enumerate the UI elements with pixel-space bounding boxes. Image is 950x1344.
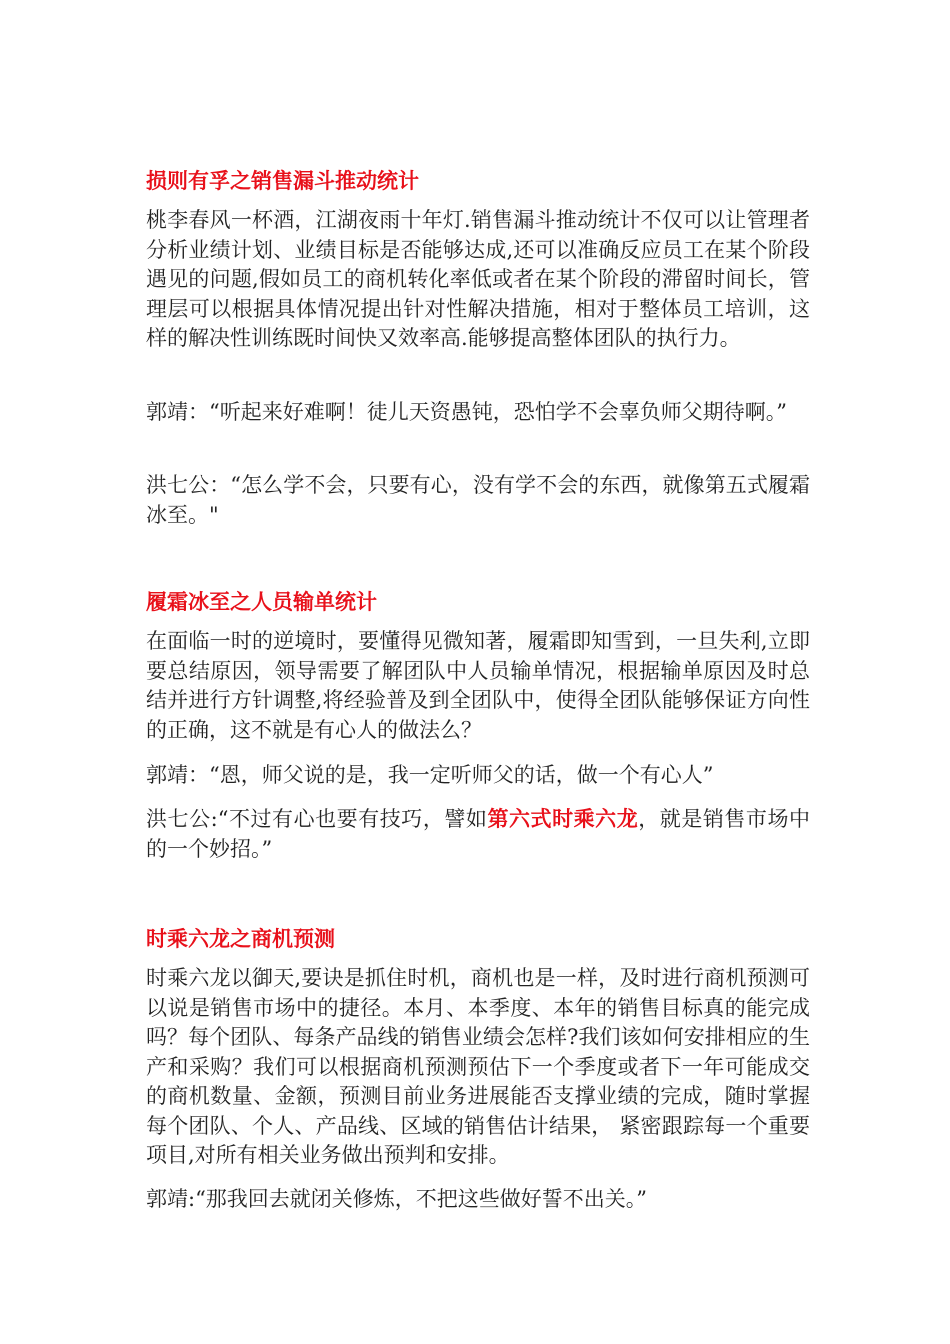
dialogue-line: 郭靖：“恩，师父说的是，我一定听师父的话，做一个有心人” — [146, 763, 714, 787]
section-heading: 损则有孚之销售漏斗推动统计 — [146, 169, 419, 193]
section-body: 时乘六龙以御天,要诀是抓住时机，商机也是一样，及时进行商机预测可以说是销售市场中的捷径。本月、本季度、本年的销售目标真的能完成吗？每个团队、每条产品线的销售业绩会怎样?我们该如何安排相应的生产和采购？我们可以根据商机预测预估下一个季度或者下一年可能成交的商机数量、金额，预测目前业务进展能否支撑业绩的完成，随时掌握每个团队、个人、产品线、区域的销售估计结果， 紧密跟踪每一个重要项目,对所有相关业务做出预判和安排。 — [146, 966, 810, 1167]
section-body: 在面临一时的逆境时，要懂得见微知著，履霜即知雪到，一旦失利,立即要总结原因，领导需要了解团队中人员输单情况，根据输单原因及时总结并进行方针调整,将经验普及到全团队中，使得全团队能够保证方向性的正确，这不就是有心人的做法么？ — [146, 629, 810, 742]
dialogue-text: 洪七公:“不过有心也要有技巧，譬如 — [146, 807, 488, 831]
dialogue-line — [146, 805, 810, 864]
dialogue-text: ，就是销售市场中的一个妙招。” — [146, 807, 811, 861]
highlighted-move-name: 第六式时乘六龙 — [487, 807, 639, 831]
dialogue-line: 洪七公：“怎么学不会，只要有心，没有学不会的东西，就像第五式履霜冰至。" — [146, 473, 810, 527]
dialogue-line: 郭靖:“那我回去就闭关修炼，不把这些做好誓不出关。” — [146, 1187, 648, 1211]
section-heading: 履霜冰至之人员输单统计 — [146, 590, 377, 614]
section-heading: 时乘六龙之商机预测 — [146, 927, 335, 951]
dialogue-line: 郭靖：“听起来好难啊！徒儿天资愚钝，恐怕学不会辜负师父期待啊。” — [146, 400, 787, 424]
section-body: 桃李春风一杯酒，江湖夜雨十年灯.销售漏斗推动统计不仅可以让管理者分析业绩计划、业绩目标是否能够达成,还可以准确反应员工在某个阶段遇见的问题,假如员工的商机转化率低或者在某个阶段的滞留时间长，管理层可以根据具体情况提出针对性解决措施，相对于整体员工培训，这样的解决性训练既时间快又效率高.能够提高整体团队的执行力。 — [146, 208, 810, 350]
